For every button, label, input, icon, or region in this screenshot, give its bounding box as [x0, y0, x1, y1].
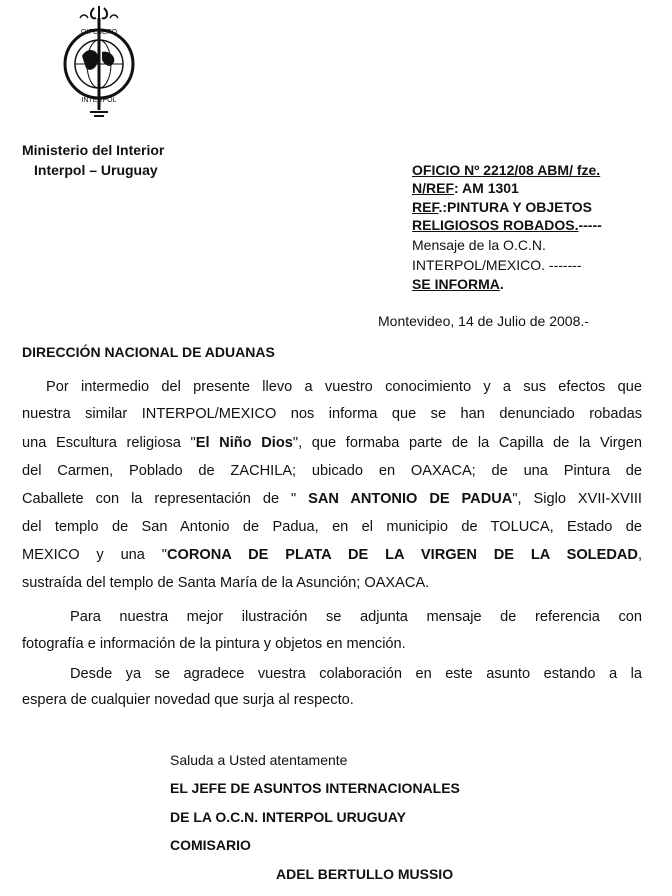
nref-value: : AM 1301 [454, 180, 519, 196]
p1-l5-a: Caballete con la representación de " [22, 491, 309, 507]
ref-value-1: .:PINTURA Y OBJETOS [438, 199, 592, 215]
division-name: Interpol – Uruguay [34, 162, 158, 178]
p1-l3-a: una Escultura religiosa " [22, 435, 196, 451]
body-p2-line-2: fotografía e información de la pintura y objetos en mención. [22, 636, 406, 652]
signatory-name: ADEL BERTULLO MUSSIO [276, 866, 454, 882]
nref-label: N/REF [412, 180, 454, 196]
se-informa-dot: . [499, 276, 504, 292]
ref-value-2: RELIGIOSOS ROBADOS. [412, 217, 579, 233]
ministry-name: Ministerio del Interior [22, 142, 165, 158]
body-p1-line-5 [22, 491, 642, 507]
body-p1-line-4: del Carmen, Poblado de ZACHILA; ubicado en OAXACA; de una Pintura de [22, 463, 642, 479]
signatory-title-1: EL JEFE DE ASUNTOS INTERNACIONALES [170, 780, 460, 796]
ref-line-2 [412, 217, 602, 233]
oficio-number: OFICIO Nº 2212/08 ABM/ fze. [412, 162, 601, 178]
se-informa: SE INFORMA [412, 276, 500, 292]
interpol-emblem-logo [58, 4, 140, 122]
addressee: DIRECCIÓN NACIONAL DE ADUANAS [22, 344, 275, 360]
p1-l5-c: ", Siglo XVII-XVIII [512, 491, 642, 507]
body-p1-line-1: Por intermedio del presente llevo a vuestro conocimiento y a sus efectos que [46, 379, 642, 395]
body-p1-line-8: sustraída del templo de Santa María de la Asunción; OAXACA. [22, 575, 430, 591]
ref-label: REF [412, 199, 439, 215]
closing-salutation: Saluda a Usted atentamente [170, 752, 348, 768]
mensaje-line-1: Mensaje de la O.C.N. [412, 237, 546, 253]
p1-l3-bold: El Niño Dios [195, 435, 293, 451]
nref-line [412, 180, 519, 196]
body-p2-line-1: Para nuestra mejor ilustración se adjunta mensaje de referencia con [70, 609, 642, 625]
p1-l7-bold: CORONA DE PLATA DE LA VIRGEN DE LA SOLEDAD [166, 547, 638, 563]
ref-dashes: ----- [578, 217, 602, 233]
logo-bottom-text: INTERPOL [81, 97, 117, 104]
mensaje-dashes: ------- [548, 257, 582, 273]
se-informa-line [412, 276, 504, 292]
p1-l7-a: MEXICO y una " [22, 547, 167, 563]
ref-line [412, 199, 592, 215]
logo-top-text: OIPC ICPO [80, 29, 118, 36]
body-p1-line-3 [22, 435, 642, 451]
body-p1-line-6: del templo de San Antonio de Padua, en el municipio de TOLUCA, Estado de [22, 519, 642, 535]
body-p1-line-7 [22, 547, 642, 563]
signatory-title-2: DE LA O.C.N. INTERPOL URUGUAY [170, 809, 406, 825]
body-p3-line-1: Desde ya se agradece vuestra colaboración en este asunto estando a la [70, 666, 642, 682]
letter-date: Montevideo, 14 de Julio de 2008.- [378, 313, 589, 329]
body-p1-line-2: nuestra similar INTERPOL/MEXICO nos informa que se han denunciado robadas [22, 406, 642, 422]
body-p3-line-2: espera de cualquier novedad que surja al respecto. [22, 692, 354, 708]
p1-l7-c: , [637, 547, 643, 563]
mensaje-value: INTERPOL/MEXICO. [412, 257, 546, 273]
p1-l5-bold: SAN ANTONIO DE PADUA [308, 491, 513, 507]
signatory-rank: COMISARIO [170, 837, 251, 853]
p1-l3-c: ", que formaba parte de la Capilla de la Virgen [292, 435, 642, 451]
mensaje-line-2 [412, 257, 582, 273]
